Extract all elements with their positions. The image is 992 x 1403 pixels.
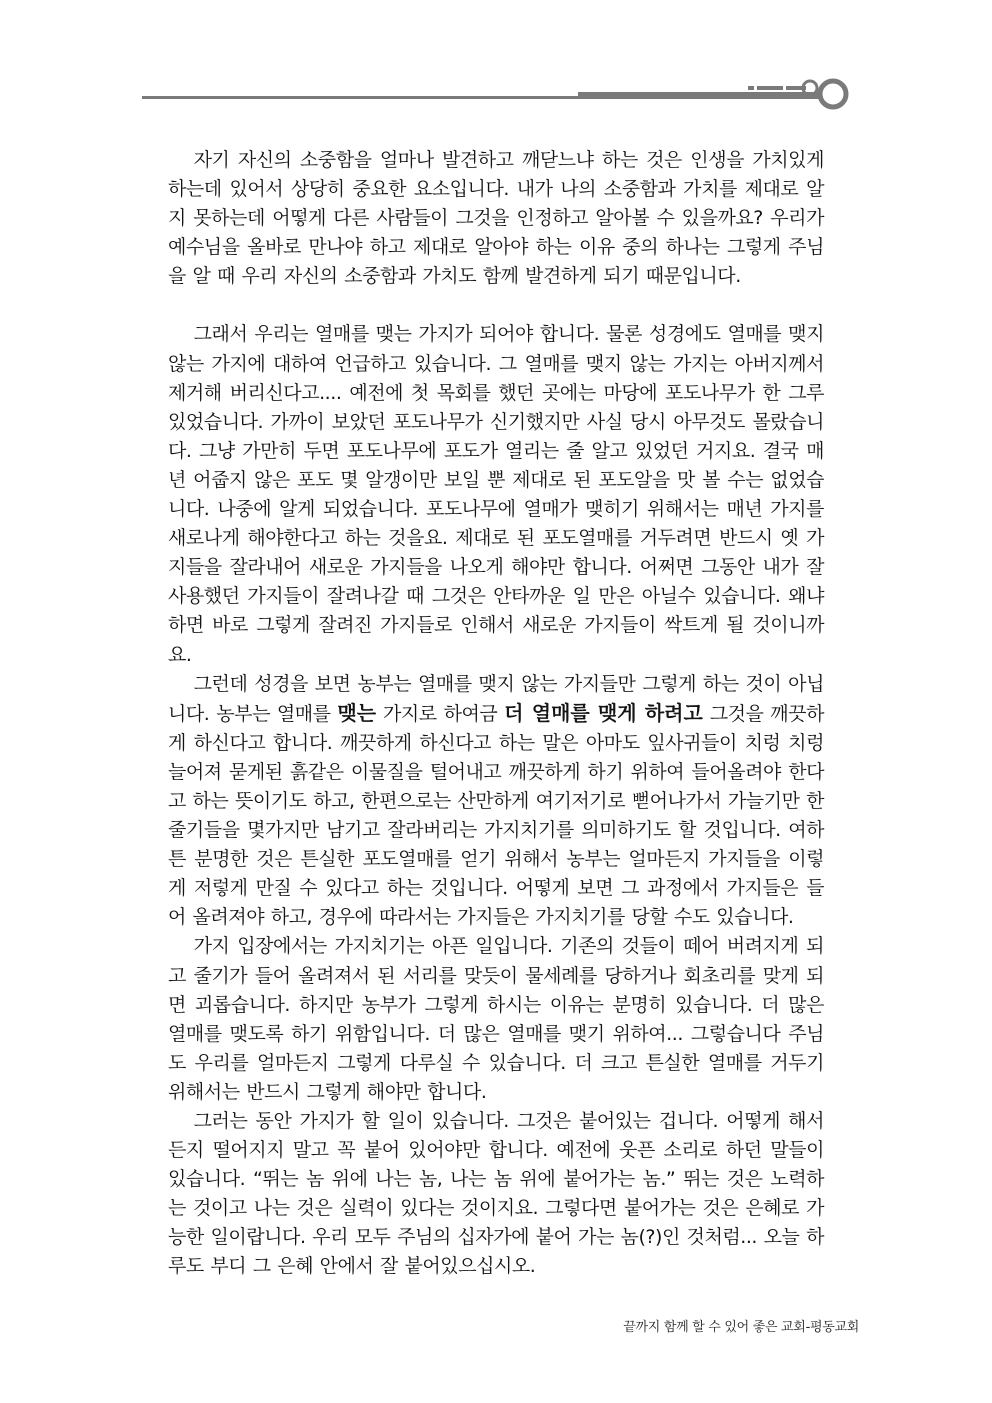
key-line-ornament-icon <box>744 70 854 112</box>
paragraph-3-text-after: 그것을 깨끗하게 하신다고 합니다. 깨끗하게 하신다고 하는 말은 아마도 잎사귀들이 치렁 치렁늘어져 묻게된 흙같은 이물질을 털어내고 깨끗하게 하기 위하여 들어올려야 한다고 하는 뜻이기도 하고, 한편으로는 산만하게 여기저기로 뻗어나가서 가늘기만 한 줄기들을 몇가지만 남기고 잘라버리는 가지치기를 의미하기도 할 것입니다. 여하튼 분명한 것은 튼실한 포도열매를 얻기 위해서 농부는 얼마든지 가지들을 이렇게 저렇게 만질 수 있다고 하는 것입니다. 어떻게 보면 그 과정에서 가지들은 들어 올려져야 하고, 경우에 따라서는 가지들은 가지치기를 당할 수도 있습니다. <box>168 702 824 929</box>
article-body <box>168 146 824 1282</box>
paragraph-gap <box>168 291 824 320</box>
paragraph-5: 그러는 동안 가지가 할 일이 있습니다. 그것은 붙어있는 겁니다. 어떻게 해서든지 떨어지지 말고 꼭 붙어 있어야만 합니다. 예전에 웃픈 소리로 하던 말들이 있습니다. “뛰는 놈 위에 나는 놈, 나는 놈 위에 붙어가는 놈.” 뛰는 것은 노력하는 것이고 나는 것은 실력이 있다는 것이지요. 그렇다면 붙어가는 것은 은혜로 가능한 일이랍니다. 우리 모두 주님의 십자가에 붙어 가는 놈(?)인 것처럼... 오늘 하루도 부디 그 은혜 안에서 잘 붙어있으십시오. <box>168 1110 824 1278</box>
paragraph-4: 가지 입장에서는 가지치기는 아픈 일입니다. 기존의 것들이 떼어 버려지게 되고 줄기가 들어 올려져서 된 서리를 맞듯이 물세례를 당하거나 회초리를 맞게 되면 괴롭습니다. 하지만 농부가 그렇게 하시는 이유는 분명히 있습니다. 더 많은 열매를 맺도록 하기 위함입니다. 더 많은 열매를 맺기 위하여... 그렇습니다 주님도 우리를 얼마든지 그렇게 다루실 수 있습니다. 더 크고 튼실한 열매를 거두기 위해서는 반드시 그렇게 해야만 합니다. <box>168 935 824 1103</box>
paragraph-3-text-middle: 가지로 하여금 <box>376 702 505 725</box>
paragraph-2: 그래서 우리는 열매를 맺는 가지가 되어야 합니다. 물론 성경에도 열매를 맺지 않는 가지에 대하여 언급하고 있습니다. 그 열매를 맺지 않는 가지는 아버지께서 제거해 버리신다고.... 예전에 첫 목회를 했던 곳에는 마당에 포도나무가 한 그루 있었습니다. 가까이 보았던 포도나무가 신기했지만 사실 당시 아무것도 몰랐습니다. 그냥 가만히 두면 포도나무에 포도가 열리는 줄 알고 있었던 거지요. 결국 매년 어줍지 않은 포도 몇 알갱이만 보일 뿐 제대로 된 포도알을 맛 볼 수는 없었습니다. 나중에 알게 되었습니다. 포도나무에 열매가 맺히기 위해서는 매년 가지를 새로나게 해야한다고 하는 것을요. 제대로 된 포도열매를 거두려면 반드시 옛 가지들을 잘라내어 새로운 가지들을 나오게 해야만 합니다. 어쩌면 그동안 내가 잘 사용했던 가지들이 잘려나갈 때 그것은 안타까운 일 만은 아닐수 있습니다. 왜냐하면 바로 그렇게 잘려진 가지들로 인해서 새로운 가지들이 싹트게 될 것이니까요. <box>168 323 824 666</box>
emphasis-bear-fruit: 맺는 <box>337 700 377 725</box>
emphasis-more-fruit: 더 열매를 맺게 하려고 <box>504 700 703 725</box>
paragraph-1: 자기 자신의 소중함을 얼마나 발견하고 깨닫느냐 하는 것은 인생을 가치있게 하는데 있어서 상당히 중요한 요소입니다. 내가 나의 소중함과 가치를 제대로 알지 못하는데 어떻게 다른 사람들이 그것을 인정하고 알아볼 수 있을까요? 우리가 예수님을 올바로 만나야 하고 제대로 알아야 하는 이유 중의 하나는 그렇게 주님을 알 때 우리 자신의 소중함과 가치도 함께 발견하게 되기 때문입니다. <box>168 149 824 288</box>
page-footer: 끝까지 함께 할 수 있어 좋은 교회-평동교회 <box>623 1320 859 1335</box>
paragraph-3 <box>168 670 824 933</box>
paragraph-3-text-before: 그런데 성경을 보면 농부는 열매를 맺지 않는 가지들만 그렇게 하는 것이 아닙니다. 농부는 열매를 <box>168 672 824 725</box>
